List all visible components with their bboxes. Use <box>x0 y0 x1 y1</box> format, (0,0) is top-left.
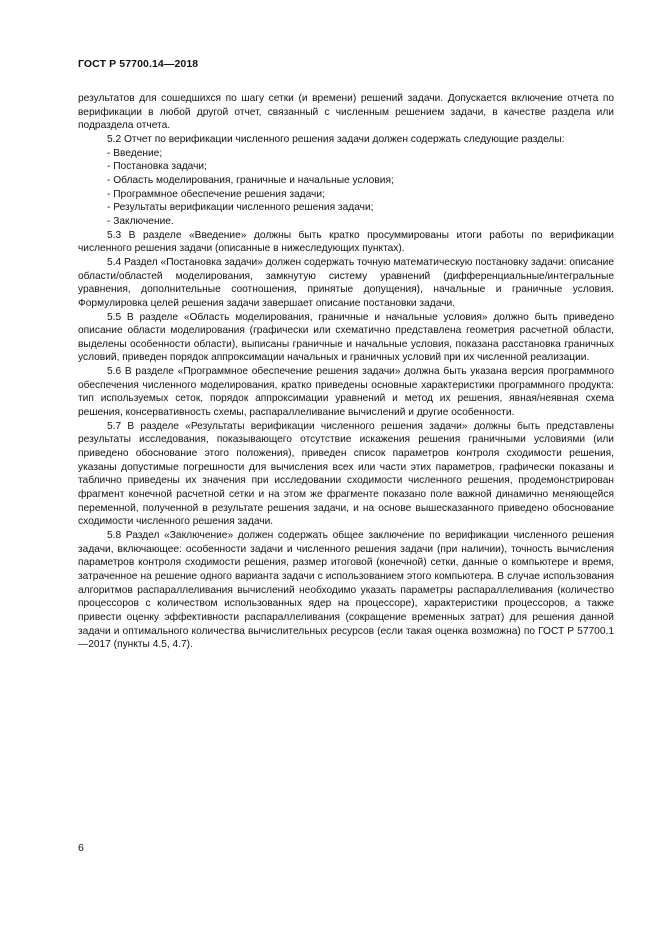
clause-5-2: 5.2 Отчет по верификации численного решения задачи должен содержать следующие разделы: <box>107 133 565 145</box>
document-body <box>78 92 614 652</box>
clause-5-4: 5.4 Раздел «Постановка задачи» должен содержать точную математическую постановку задачи: описание области/областей моделирования, замкнутую систему уравнений (дифференциальные/интегральные уравнения, дополнительные соотношения, принятые допущения), начальные и граничные условия. Формулировка целей решения задачи завершает описание постановки задачи. <box>78 256 614 309</box>
list-item: - Область моделирования, граничные и начальные условия; <box>107 174 394 186</box>
list-item: - Результаты верификации численного решения задачи; <box>107 202 374 214</box>
document-header: ГОСТ Р 57700.14—2018 <box>78 58 199 70</box>
list-item: - Введение; <box>107 147 163 159</box>
clause-5-6: 5.6 В разделе «Программное обеспечение решения задачи» должна быть указана версия программного обеспечения численного моделирования, кратко приведены основные характеристики программного продукта: тип используемых сеток, порядок аппроксимации уравнений и метод их решения, явная/неявная схема решения, консервативность схемы, распараллеливание вычислений и другие особенности. <box>78 366 614 419</box>
clause-5-5: 5.5 В разделе «Область моделирования, граничные и начальные условия» должно быть приведено описание области моделирования (графически или схематично представлена геометрия расчетной области, выделены особенности области), выписаны граничные и начальные условия, показана расстановка граничных условий, приведен порядок аппроксимации начальных и граничных условий при их численной реализации. <box>78 311 614 364</box>
list-item: - Программное обеспечение решения задачи; <box>107 188 325 200</box>
page-number: 6 <box>78 842 84 854</box>
clause-5-3: 5.3 В разделе «Введение» должны быть кратко просуммированы итоги работы по верификации численного решения задачи (описанные в нижеследующих пунктах). <box>78 229 614 255</box>
list-item: - Заключение. <box>107 215 174 227</box>
clause-5-8: 5.8 Раздел «Заключение» должен содержать общее заключение по верификации численного решения задачи, включающее: особенности задачи и численного решения задачи (при наличии), точность вычисления параметров контроля сходимости решения, размер итоговой (конечной) сетки, данные о компьютере и время, затраченное на решение одного варианта задачи с использованием этого компьютера. В случае использования алгоритмов распараллеливания вычислений необходимо указать параметры распараллеливания (количество процессоров с количеством использованных ядер на процессоре), характеристики процессоров, а также привести оценку эффективности распараллеливания (сокращение временных затрат) для решения данной задачи и оптимального количества вычислительных ресурсов (если такая оценка возможна) по ГОСТ Р 57700.1—2017 (пункты 4.5, 4.7). <box>78 530 614 651</box>
list-item: - Постановка задачи; <box>107 161 207 173</box>
intro-paragraph: результатов для сошедшихся по шагу сетки (и времени) решений задачи. Допускается включение отчета по верификации в любой другой отчет, связанный с численным решением задачи, в качестве раздела или подраздела отчета. <box>78 93 614 132</box>
clause-5-7: 5.7 В разделе «Результаты верификации численного решения задачи» должны быть представлены результаты исследования, показывающего отсутствие искажения решения граничными условиями (или приведено обоснование этого положения), приведен список параметров контроля сходимости решения, указаны допустимые погрешности для вычисления всех или части этих параметров, графически показаны и таблично приведены их значения при исследовании сходимости численного решения, продемонстрирован фрагмент конечной расчетной сетки и на этом же фрагменте показано поле важной динамично меняющейся переменной, полученной в результате решения задачи, и на основе вышесказанного приведено обоснование сходимости численного решения задачи. <box>78 420 614 528</box>
